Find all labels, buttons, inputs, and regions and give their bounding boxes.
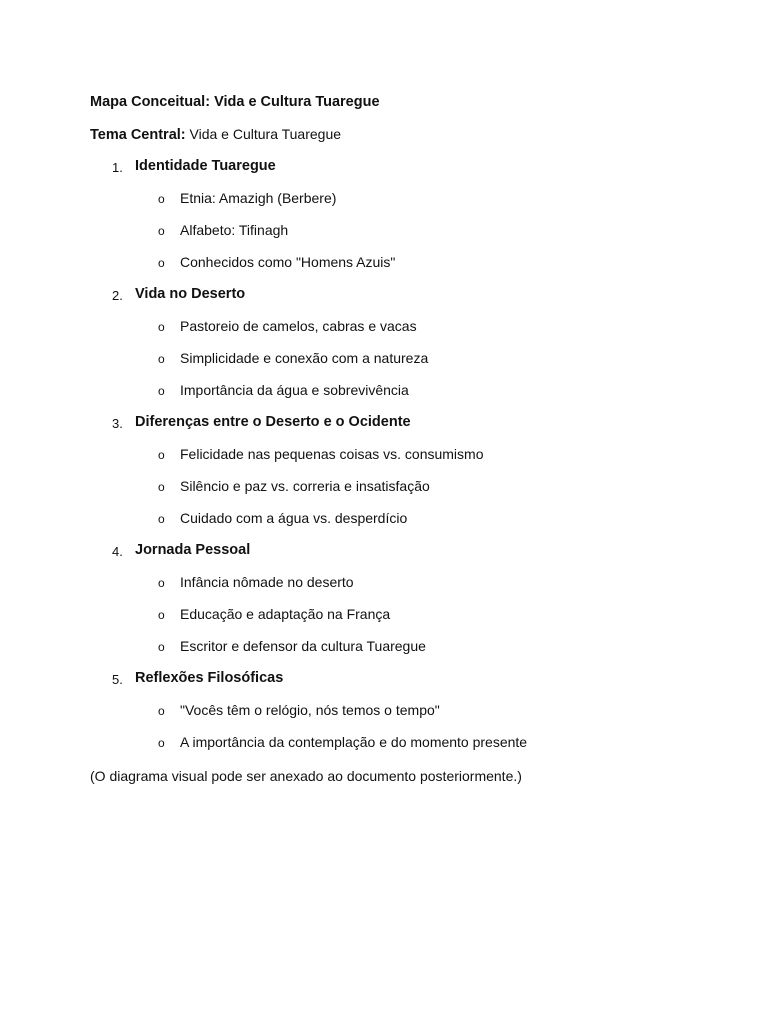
bullet-icon: o <box>158 384 165 398</box>
list-item <box>0 348 768 380</box>
list-item-text: Etnia: Amazigh (Berbere) <box>180 190 337 206</box>
section-title: Identidade Tuaregue <box>135 158 276 174</box>
central-theme-line <box>90 124 341 145</box>
section-number: 5. <box>112 672 123 687</box>
section-heading <box>0 668 768 700</box>
list-item-text: Importância da água e sobrevivência <box>180 382 409 398</box>
list-item <box>0 380 768 412</box>
bullet-icon: o <box>158 608 165 622</box>
section-title: Diferenças entre o Deserto e o Ocidente <box>135 414 411 430</box>
section-title: Reflexões Filosóficas <box>135 670 284 686</box>
section-heading <box>0 284 768 316</box>
footer-note: (O diagrama visual pode ser anexado ao documento posteriormente.) <box>90 768 522 784</box>
section-heading <box>0 540 768 572</box>
section-3 <box>0 412 768 540</box>
list-item <box>0 316 768 348</box>
list-item <box>0 636 768 668</box>
list-item-text: "Vocês têm o relógio, nós temos o tempo" <box>180 702 440 718</box>
bullet-icon: o <box>158 480 165 494</box>
list-item-text: Infância nômade no deserto <box>180 574 354 590</box>
list-item <box>0 252 768 284</box>
list-item-text: Alfabeto: Tifinagh <box>180 222 289 238</box>
central-theme-value: Vida e Cultura Tuaregue <box>185 126 342 142</box>
list-item <box>0 700 768 732</box>
bullet-icon: o <box>158 448 165 462</box>
list-item-text: Simplicidade e conexão com a natureza <box>180 350 429 366</box>
list-item-text: Escritor e defensor da cultura Tuaregue <box>180 638 426 654</box>
section-2 <box>0 284 768 412</box>
list-item <box>0 220 768 252</box>
section-5 <box>0 668 768 764</box>
section-number: 1. <box>112 160 123 175</box>
bullet-icon: o <box>158 224 165 238</box>
bullet-icon: o <box>158 320 165 334</box>
section-1 <box>0 156 768 284</box>
section-title: Vida no Deserto <box>135 286 246 302</box>
list-item <box>0 572 768 604</box>
bullet-icon: o <box>158 192 165 206</box>
list-item-text: Silêncio e paz vs. correria e insatisfação <box>180 478 430 494</box>
bullet-icon: o <box>158 352 165 366</box>
bullet-icon: o <box>158 704 165 718</box>
list-item <box>0 476 768 508</box>
section-heading <box>0 412 768 444</box>
list-item <box>0 188 768 220</box>
section-heading <box>0 156 768 188</box>
bullet-icon: o <box>158 256 165 270</box>
list-item <box>0 508 768 540</box>
sections-list <box>0 156 768 764</box>
bullet-icon: o <box>158 640 165 654</box>
document-title: Mapa Conceitual: Vida e Cultura Tuaregue <box>90 94 380 110</box>
list-item-text: A importância da contemplação e do momento presente <box>180 734 528 750</box>
list-item <box>0 604 768 636</box>
section-number: 3. <box>112 416 123 431</box>
list-item-text: Pastoreio de camelos, cabras e vacas <box>180 318 417 334</box>
section-number: 4. <box>112 544 123 559</box>
section-number: 2. <box>112 288 123 303</box>
list-item-text: Educação e adaptação na França <box>180 606 391 622</box>
bullet-icon: o <box>158 736 165 750</box>
central-theme-label: Tema Central: <box>90 127 186 143</box>
bullet-icon: o <box>158 512 165 526</box>
list-item-text: Cuidado com a água vs. desperdício <box>180 510 408 526</box>
list-item-text: Felicidade nas pequenas coisas vs. consumismo <box>180 446 484 462</box>
bullet-icon: o <box>158 576 165 590</box>
section-title: Jornada Pessoal <box>135 542 251 558</box>
list-item <box>0 732 768 764</box>
section-4 <box>0 540 768 668</box>
list-item <box>0 444 768 476</box>
list-item-text: Conhecidos como "Homens Azuis" <box>180 254 396 270</box>
